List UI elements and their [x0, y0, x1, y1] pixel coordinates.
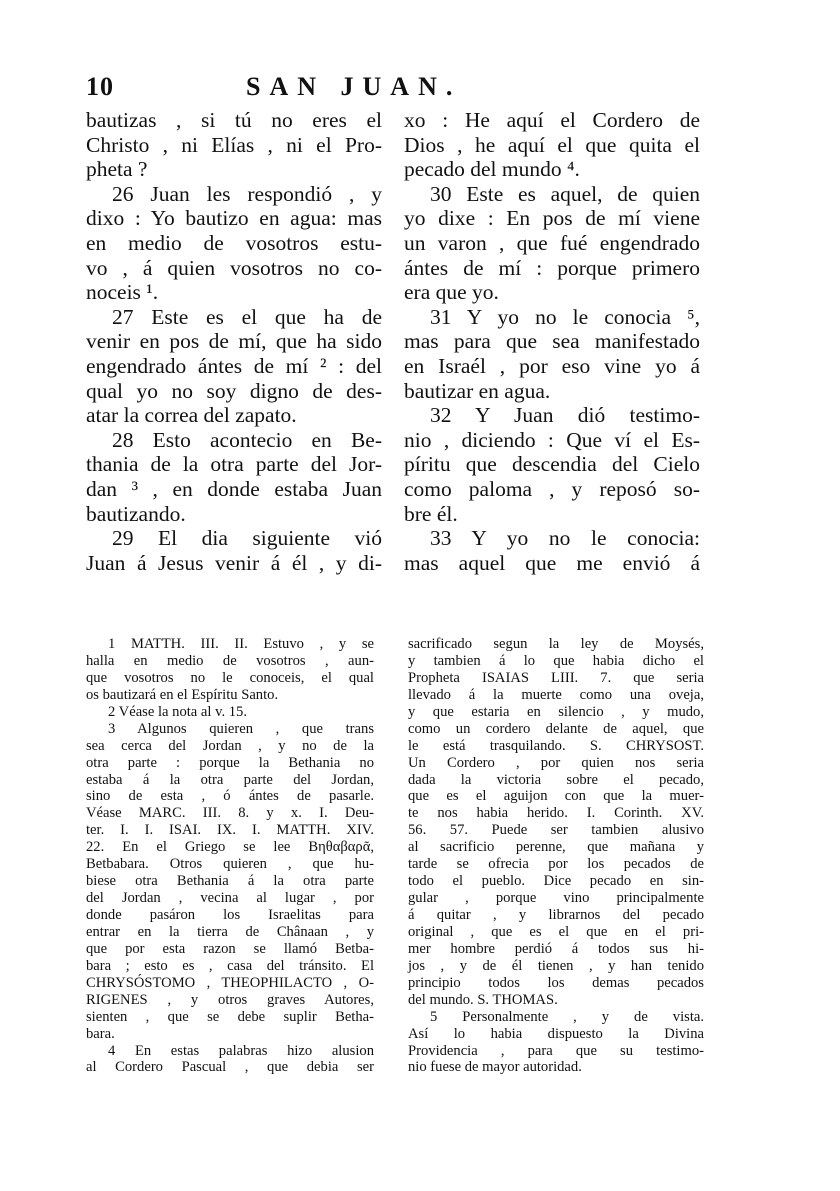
text-line: atar la correa del zapato.	[86, 403, 297, 428]
footnote-line: y que estaria en silencio , y mudo,	[408, 703, 704, 720]
main-text-right-column	[404, 108, 700, 575]
footnote-line: que vosotros no le conoceis, el qual	[86, 669, 374, 686]
footnote-line: 2 Véase la nota al v. 15.	[108, 703, 248, 720]
footnote-line: todo el pueblo. Dice pecado en sin-	[408, 873, 704, 890]
text-line: Christo , ni Elías , ni el Pro-	[86, 132, 382, 157]
footnote-line: llevado á la muerte como una oveja,	[408, 686, 704, 703]
footnote-line: que por esta razon se llamó Betba-	[86, 940, 374, 957]
text-line: en Israél , por eso vine yo á	[404, 353, 700, 378]
footnote-line: del Jordan , vecina al lugar , por	[86, 890, 374, 907]
text-line: en medio de vosotros estu-	[86, 230, 382, 255]
footnote-line: mer hombre perdió á todos sus hi-	[408, 940, 704, 957]
footnote-line: le está trasquilando. S. CHRYSOST.	[408, 737, 704, 754]
footnote-line: Providencia , para que su testimo-	[408, 1042, 704, 1059]
footnote-line: 5 Personalmente , y de vista.	[430, 1008, 704, 1025]
footnote-line: al sacrificio perenne, que mañana y	[408, 839, 704, 856]
text-line: Dios , he aquí el que quita el	[404, 132, 700, 157]
text-line: bautizando.	[86, 501, 186, 526]
footnote-line: 56. 57. Puede ser tambien alusivo	[408, 822, 704, 839]
running-title: SAN JUAN.	[246, 72, 462, 101]
text-line: 33 Y yo no le conocia:	[430, 526, 700, 551]
footnote-line: biese otra Bethania á la otra parte	[86, 873, 374, 890]
main-text-left-column	[86, 108, 382, 575]
footnote-line: entrar en la tierra de Chânaan , y	[86, 923, 374, 940]
footnote-line: sea cerca del Jordan , y no de la	[86, 737, 374, 754]
text-line: vo , á quien vosotros no co-	[86, 255, 382, 280]
footnote-line: 3 Algunos quieren , que trans	[108, 720, 374, 737]
text-line: 26 Juan les respondió , y	[112, 181, 382, 206]
footnote-line: estaba á la otra parte del Jordan,	[86, 771, 374, 788]
footnote-line: Un Cordero , por quien nos seria	[408, 754, 704, 771]
text-line: noceis ¹.	[86, 280, 159, 305]
footnote-line: sienten , que se debe suplir Betha-	[86, 1008, 374, 1025]
text-line: 32 Y Juan dió testimo-	[430, 403, 700, 428]
footnote-line: á quitar , y librarnos del pecado	[408, 907, 704, 923]
footnote-line: sacrificado segun la ley de Moysés,	[408, 636, 704, 652]
footnote-line: como un cordero delante de aquel, que	[408, 720, 704, 737]
text-line: yo dixe : En pos de mí viene	[404, 206, 700, 231]
footnote-line: ter. I. I. ISAI. IX. I. MATTH. XIV.	[86, 822, 374, 839]
text-line: mas para que sea manifestado	[404, 329, 700, 354]
footnotes-right-column	[408, 636, 704, 1076]
footnote-line: bara ; esto es , casa del tránsito. El	[86, 957, 374, 974]
footnote-line: bara.	[86, 1025, 115, 1042]
footnote-line: Véase MARC. III. 8. y x. I. Deu-	[86, 805, 374, 822]
text-line: 31 Y yo no le conocia ⁵,	[430, 304, 700, 329]
footnote-line: dada la victoria sobre el pecado,	[408, 771, 704, 788]
footnote-line: principio todos los demas pecados	[408, 974, 704, 991]
footnote-line: que es el aguijon con que la muer-	[408, 788, 704, 805]
text-line: 29 El dia siguiente vió	[112, 526, 382, 551]
text-line: bautizar en agua.	[404, 378, 551, 403]
text-line: pheta ?	[86, 157, 148, 182]
footnote-line: CHRYSÓSTOMO , THEOPHILACTO , O-	[86, 974, 374, 991]
footnote-line: 22. En el Griego se lee Βηθαβαρᾶ,	[86, 839, 374, 856]
text-line: engendrado ántes de mí ² : del	[86, 353, 382, 378]
text-line: venir en pos de mí, que ha sido	[86, 329, 382, 354]
text-line: xo : He aquí el Cordero de	[404, 108, 700, 132]
text-line: bautizas , si tú no eres el	[86, 108, 382, 132]
text-line: dan ³ , en donde estaba Juan	[86, 476, 382, 501]
text-line: nio , diciendo : Que ví el Es-	[404, 427, 700, 452]
text-line: pecado del mundo ⁴.	[404, 157, 580, 182]
text-line: 30 Este es aquel, de quien	[430, 181, 700, 206]
footnote-line: original , que es el que en el pri-	[408, 923, 704, 940]
footnote-line: RIGENES , y otros graves Autores,	[86, 991, 374, 1008]
footnote-line: gular , porque vino principalmente	[408, 890, 704, 907]
text-line: píritu que descendia del Cielo	[404, 452, 700, 477]
text-line: bre él.	[404, 501, 458, 526]
footnote-line: al Cordero Pascual , que debia ser	[86, 1059, 374, 1076]
page-number: 10	[86, 72, 114, 101]
footnotes-left-column	[86, 636, 374, 1076]
footnote-line: donde pasáron los Israelitas para	[86, 907, 374, 923]
footnote-line: Propheta ISAIAS LIII. 7. que seria	[408, 669, 704, 686]
text-line: dixo : Yo bautizo en agua: mas	[86, 206, 382, 231]
footnote-line: sino de esta , ó ántes de pasarle.	[86, 788, 374, 805]
text-line: thania de la otra parte del Jor-	[86, 452, 382, 477]
footnote-line: 4 En estas palabras hizo alusion	[108, 1042, 374, 1059]
footnote-line: 1 MATTH. III. II. Estuvo , y se	[108, 636, 374, 652]
text-line: 27 Este es el que ha de	[112, 304, 382, 329]
footnote-line: os bautizará en el Espíritu Santo.	[86, 686, 279, 703]
text-line: qual yo no soy digno de des-	[86, 378, 382, 403]
footnote-line: Betbabara. Otros quieren , que hu-	[86, 856, 374, 873]
text-line: ántes de mí : porque primero	[404, 255, 700, 280]
footnote-line: tarde se ofrecia por los pecados de	[408, 856, 704, 873]
footnote-line: del mundo. S. THOMAS.	[408, 991, 558, 1008]
page-header	[86, 72, 726, 108]
text-line: 28 Esto acontecio en Be-	[112, 427, 382, 452]
text-line: un varon , que fué engendrado	[404, 230, 700, 255]
footnote-line: jos , y de él tienen , y han tenido	[408, 957, 704, 974]
footnote-line: otra parte : porque la Bethania no	[86, 754, 374, 771]
footnote-line: nio fuese de mayor autoridad.	[408, 1059, 582, 1076]
footnote-line: Así lo habia dispuesto la Divina	[408, 1025, 704, 1042]
text-line: era que yo.	[404, 280, 499, 305]
text-line: como paloma , y reposó so-	[404, 476, 700, 501]
footnote-line: halla en medio de vosotros , aun-	[86, 652, 374, 669]
footnote-line: y tambien á lo que habia dicho el	[408, 652, 704, 669]
text-line: mas aquel que me envió á	[404, 550, 700, 575]
text-line: Juan á Jesus venir á él , y di-	[86, 550, 382, 575]
footnote-line: te nos habia herido. I. Corinth. XV.	[408, 805, 704, 822]
